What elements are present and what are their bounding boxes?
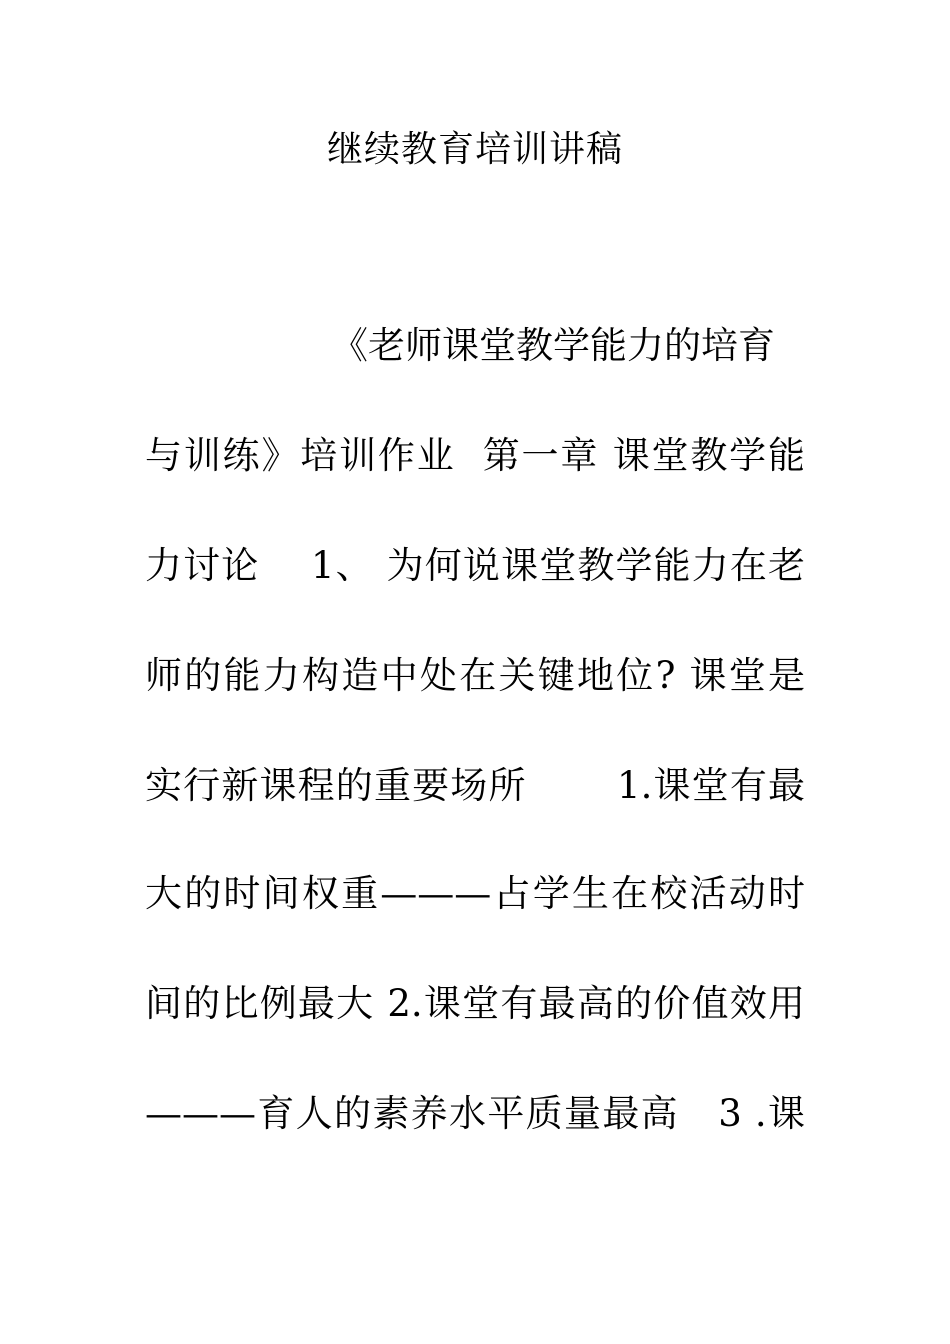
paragraph-line: 《老师课堂教学能力的培育 xyxy=(331,324,775,367)
paragraph-line: 与训练》培训作业 第一章 课堂教学能 xyxy=(145,434,805,477)
paragraph-line: 间的比例最大 2.课堂有最高的价值效用 xyxy=(145,982,805,1025)
paragraph-line: 实行新课程的重要场所 1.课堂有最 xyxy=(145,764,805,807)
paragraph-line: 师的能力构造中处在关键地位? 课堂是 xyxy=(145,654,805,697)
paragraph-line: 力讨论 1、 为何说课堂教学能力在老 xyxy=(145,544,805,587)
paragraph-line: ———育人的素养水平质量最高 3 .课 xyxy=(145,1092,805,1135)
document-title: 继续教育培训讲稿 xyxy=(326,129,623,170)
paragraph-line: 大的时间权重———占学生在校活动时 xyxy=(145,872,805,915)
